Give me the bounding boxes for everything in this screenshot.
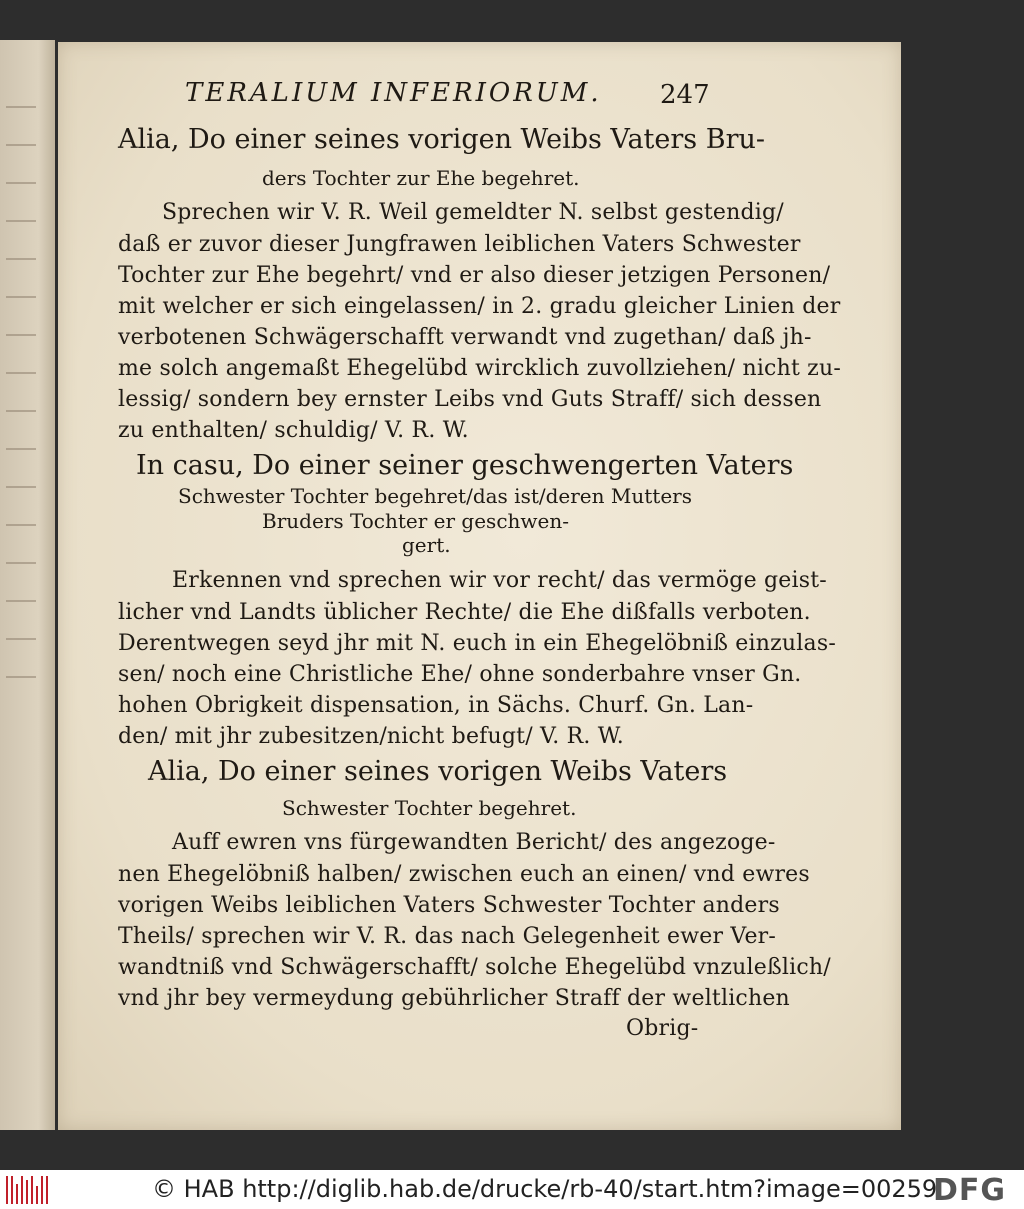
- catchword: Obrig-: [626, 1016, 699, 1041]
- section-2-body-line: hohen Obrigkeit dispensation, in Sächs. Churf. Gn. Lan-: [118, 693, 754, 718]
- hab-logo-icon: [6, 1176, 48, 1204]
- section-3-body-line: vorigen Weibs leiblichen Vaters Schwester Tochter anders: [118, 893, 780, 918]
- section-2-body-line: den/ mit jhr zubesitzen/nicht befugt/ V. R. W.: [118, 724, 624, 749]
- section-1-body-line: mit welcher er sich eingelassen/ in 2. gradu gleicher Linien der: [118, 294, 841, 319]
- section-1-heading-line-1: Alia, Do einer seines vorigen Weibs Vaters Bru-: [118, 124, 765, 155]
- section-1-heading-line-2: ders Tochter zur Ehe begehret.: [262, 166, 580, 190]
- section-3-heading-line-2: Schwester Tochter begehret.: [282, 796, 577, 820]
- copyright-link[interactable]: © HAB http://diglib.hab.de/drucke/rb-40/start.htm?image=00259: [152, 1175, 938, 1203]
- section-2-heading-line-3: Bruders Tochter er geschwen-: [262, 509, 569, 533]
- section-2-body-line: sen/ noch eine Christliche Ehe/ ohne sonderbahre vnser Gn.: [118, 662, 802, 687]
- section-2-body-line: licher vnd Landts üblicher Rechte/ die Ehe dißfalls verboten.: [118, 600, 811, 625]
- section-1-body-line: lessig/ sondern bey ernster Leibs vnd Guts Straff/ sich dessen: [118, 387, 822, 412]
- section-2-body-line: Erkennen vnd sprechen wir vor recht/ das vermöge geist-: [172, 568, 827, 593]
- section-3-body-line: Auff ewren vns fürgewandten Bericht/ des angezoge-: [172, 830, 776, 855]
- section-2-heading-line-2: Schwester Tochter begehret/das ist/deren Mutters: [178, 484, 692, 508]
- section-2-heading-line-1: In casu, Do einer seiner geschwengerten Vaters: [136, 450, 794, 481]
- section-3-body-line: vnd jhr bey vermeydung gebührlicher Straff der weltlichen: [118, 986, 790, 1011]
- section-3-body-line: wandtniß vnd Schwägerschafft/ solche Ehegelübd vnzuleßlich/: [118, 955, 831, 980]
- section-1-body-line: me solch angemaßt Ehegelübd wircklich zuvollziehen/ nicht zu-: [118, 356, 841, 381]
- previous-page-edge: [0, 40, 55, 1130]
- section-3-body-line: nen Ehegelöbniß halben/ zwischen euch an einen/ vnd ewres: [118, 862, 810, 887]
- section-2-heading-line-4: gert.: [402, 533, 451, 557]
- dfg-logo: DFG: [933, 1173, 1007, 1208]
- running-title: TERALIUM INFERIORUM.: [185, 78, 602, 108]
- section-1-body-line: Tochter zur Ehe begehrt/ vnd er also dieser jetzigen Personen/: [118, 263, 831, 288]
- section-1-body-line: verbotenen Schwägerschafft verwandt vnd zugethan/ daß jh-: [118, 325, 812, 350]
- section-1-body-line: Sprechen wir V. R. Weil gemeldter N. selbst gestendig/: [162, 200, 784, 225]
- section-3-body-line: Theils/ sprechen wir V. R. das nach Gelegenheit ewer Ver-: [118, 924, 777, 949]
- section-1-body-line: zu enthalten/ schuldig/ V. R. W.: [118, 418, 469, 443]
- section-3-heading-line-1: Alia, Do einer seines vorigen Weibs Vaters: [148, 756, 728, 787]
- page-number: 247: [660, 80, 710, 110]
- section-1-body-line: daß er zuvor dieser Jungfrawen leiblichen Vaters Schwester: [118, 232, 801, 257]
- viewer-footer: [0, 1170, 1024, 1209]
- section-2-body-line: Derentwegen seyd jhr mit N. euch in ein Ehegelöbniß einzulas-: [118, 631, 836, 656]
